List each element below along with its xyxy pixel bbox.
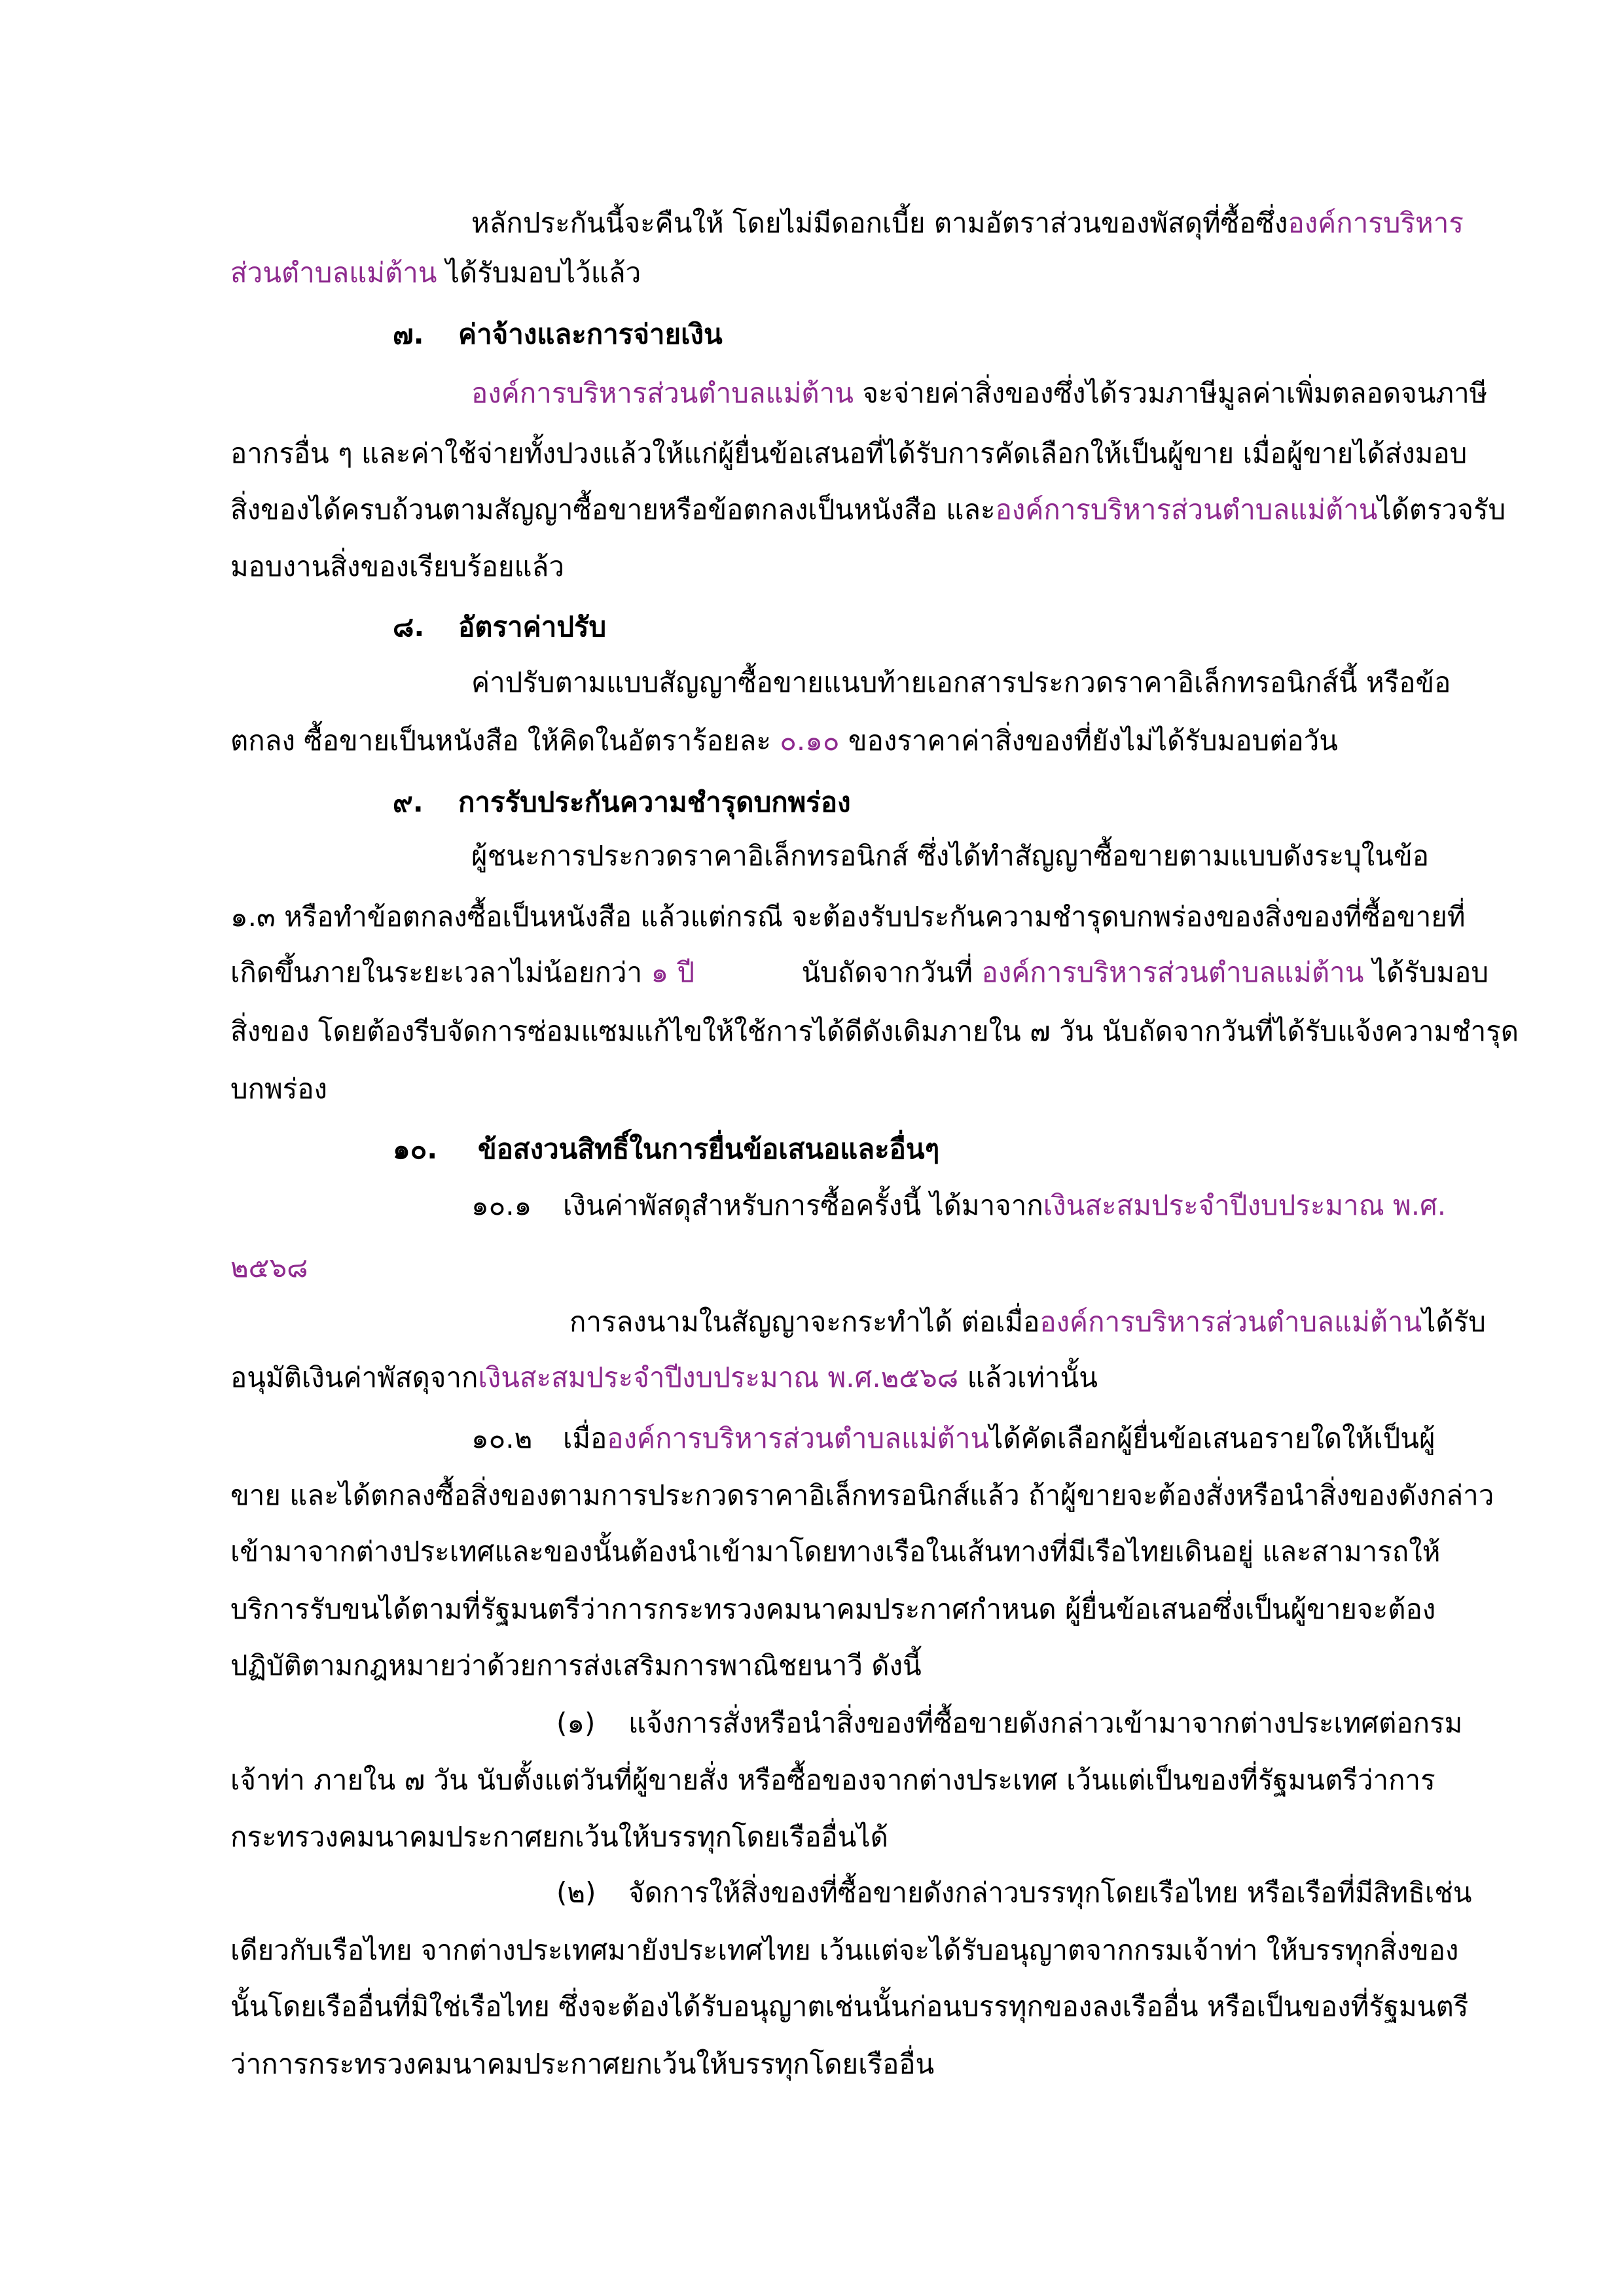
s7-line-2 — [230, 434, 1467, 473]
text: การลงนามในสัญญาจะกระทำได้ ต่อเมื่อ — [569, 1306, 1040, 1338]
section-number: ๙. — [393, 786, 424, 818]
item-2-line-2 — [230, 1931, 1458, 1970]
text: เดียวกับเรือไทย จากต่างประเทศมายังประเทศไทย เว้นแต่จะได้รับอนุญาตจากกรมเจ้าท่า ให้บรรทุกสิ่งของ — [230, 1934, 1459, 1966]
s10-1-line-3 — [569, 1302, 1486, 1342]
s10-1-line-1 — [471, 1186, 1446, 1225]
org-name: องค์การบริหารส่วนตำบลแม่ต้าน — [981, 956, 1364, 988]
s10-2-line-5 — [230, 1646, 922, 1685]
s9-line-3 — [230, 953, 1489, 992]
text: อากรอื่น ๆ และค่าใช้จ่ายทั้งปวงแล้วให้แก่ผู้ยื่นข้อเสนอที่ได้รับการคัดเลือกให้เป็นผู้ขาย เมื่อผู้ขายได้ส่งมอบ — [230, 437, 1468, 469]
text: ค่าปรับตามแบบสัญญาซื้อขายแนบท้ายเอกสารประกวดราคาอิเล็กทรอนิกส์นี้ หรือข้อ — [471, 666, 1451, 698]
text: ได้ตรวจรับ — [1377, 493, 1506, 526]
s6-line-2 — [230, 253, 641, 293]
text: บริการรับขนได้ตามที่รัฐมนตรีว่าการกระทรวงคมนาคมประกาศกำหนด ผู้ยื่นข้อเสนอซึ่งเป็นผู้ขายจะต้อง — [230, 1593, 1436, 1625]
org-name: องค์การบริหารส่วนตำบลแม่ต้าน — [995, 493, 1378, 526]
org-name: องค์การบริหารส่วนตำบลแม่ต้าน — [1039, 1306, 1422, 1338]
item-1-line-3 — [230, 1818, 888, 1857]
section-title: ค่าจ้างและการจ่ายเงิน — [458, 318, 723, 350]
section-7-heading — [393, 315, 723, 354]
text: ตกลง ซื้อขายเป็นหนังสือ ให้คิดในอัตราร้อยละ — [230, 725, 780, 757]
text: ๑.๓ หรือทำข้อตกลงซื้อเป็นหนังสือ แล้วแต่กรณี จะต้องรับประกันความชำรุดบกพร่องของสิ่งของที่ซื้อขายที่ — [230, 901, 1466, 933]
section-title: อัตราค่าปรับ — [458, 611, 607, 643]
text: ได้คัดเลือกผู้ยื่นข้อเสนอรายใดให้เป็นผู้ — [989, 1422, 1435, 1454]
section-10-heading — [393, 1130, 939, 1169]
text: จัดการให้สิ่งของที่ซื้อขายดังกล่าวบรรทุกโดยเรือไทย หรือเรือที่มีสิทธิเช่น — [628, 1876, 1472, 1909]
item-1-line-2 — [230, 1761, 1435, 1800]
text: ได้รับ — [1422, 1306, 1486, 1338]
clause-number: ๑๐.๒ — [471, 1422, 533, 1454]
section-title: ข้อสงวนสิทธิ์ในการยื่นข้อเสนอและอื่นๆ — [478, 1133, 940, 1165]
section-number: ๑๐. — [393, 1133, 438, 1165]
s7-line-4 — [230, 547, 564, 586]
section-title: การรับประกันความชำรุดบกพร่อง — [458, 786, 851, 818]
s10-1-line-2 — [230, 1248, 308, 1287]
s6-line-1 — [471, 204, 1464, 243]
text: เจ้าท่า ภายใน ๗ วัน นับตั้งแต่วันที่ผู้ขายสั่ง หรือซื้อของจากต่างประเทศ เว้นแต่เป็นของที่รัฐมนตรีว่าการ — [230, 1764, 1435, 1796]
text: ว่าการกระทรวงคมนาคมประกาศยกเว้นให้บรรทุกโดยเรืออื่น — [230, 2048, 935, 2080]
penalty-rate: ๐.๑๐ — [780, 725, 840, 757]
item-2-line-1 — [556, 1873, 1471, 1912]
s10-2-line-4 — [230, 1590, 1435, 1629]
text: ได้รับมอบ — [1363, 956, 1489, 988]
s10-1-line-4 — [230, 1358, 1098, 1397]
text: หลักประกันนี้จะคืนให้ โดยไม่มีดอกเบี้ย ตามอัตราส่วนของพัสดุที่ซื้อซึ่ง — [471, 207, 1288, 239]
text: ปฏิบัติตามกฎหมายว่าด้วยการส่งเสริมการพาณิชยนาวี ดังนี้ — [230, 1649, 922, 1681]
item-2-line-4 — [230, 2045, 934, 2084]
item-2-line-3 — [230, 1987, 1468, 2026]
s9-line-5 — [230, 1069, 327, 1109]
text: เงินค่าพัสดุสำหรับการซื้อครั้งนี้ ได้มาจาก — [563, 1189, 1043, 1221]
s10-2-line-3 — [230, 1532, 1440, 1571]
text: แจ้งการสั่งหรือนำสิ่งของที่ซื้อขายดังกล่าวเข้ามาจากต่างประเทศต่อกรม — [628, 1707, 1463, 1739]
text: ขาย และได้ตกลงซื้อสิ่งของตามการประกวดราคาอิเล็กทรอนิกส์แล้ว ถ้าผู้ขายจะต้องสั่งหรือนำสิ่งของดังกล่าว — [230, 1479, 1494, 1511]
text: กระทรวงคมนาคมประกาศยกเว้นให้บรรทุกโดยเรืออื่นได้ — [230, 1821, 888, 1853]
text: บกพร่อง — [230, 1073, 328, 1105]
s10-2-line-1 — [471, 1419, 1435, 1458]
org-name: องค์การบริหารส่วนตำบลแม่ต้าน — [607, 1422, 990, 1454]
s7-line-3 — [230, 490, 1506, 529]
text: ของราคาค่าสิ่งของที่ยังไม่ได้รับมอบต่อวัน — [839, 725, 1339, 757]
section-9-heading — [393, 783, 851, 822]
s9-line-1 — [471, 836, 1429, 876]
text: ผู้ชนะการประกวดราคาอิเล็กทรอนิกส์ ซึ่งได้ทำสัญญาซื้อขายตามแบบดังระบุในข้อ — [471, 840, 1429, 872]
text: แล้วเท่านั้น — [958, 1361, 1098, 1393]
org-name: องค์การบริหารส่วนตำบลแม่ต้าน — [471, 377, 854, 409]
s9-line-2 — [230, 897, 1466, 937]
s8-line-1 — [471, 663, 1451, 702]
s9-line-4 — [230, 1012, 1519, 1051]
budget-year: ๒๕๖๘ — [230, 1251, 308, 1283]
text: สิ่งของ โดยต้องรีบจัดการซ่อมแซมแก้ไขให้ใช้การได้ดีดังเดิมภายใน ๗ วัน นับถัดจากวันที่ได้รับแจ้งความชำรุด — [230, 1015, 1519, 1047]
budget-source: เงินสะสมประจำปีงบประมาณ พ.ศ.๒๕๖๘ — [478, 1361, 959, 1393]
text: เกิดขึ้นภายในระยะเวลาไม่น้อยกว่า — [230, 956, 651, 988]
org-name: องค์การบริหาร — [1288, 207, 1464, 239]
item-1-line-1 — [556, 1704, 1462, 1743]
text: จะจ่ายค่าสิ่งของซึ่งได้รวมภาษีมูลค่าเพิ่มตลอดจนภาษี — [853, 377, 1488, 409]
warranty-period: ๑ ปี — [651, 956, 695, 988]
text: มอบงานสิ่งของเรียบร้อยแล้ว — [230, 550, 564, 583]
item-number: (๒) — [556, 1876, 596, 1909]
section-8-heading — [393, 607, 606, 647]
budget-source: เงินสะสมประจำปีงบประมาณ พ.ศ. — [1043, 1189, 1447, 1221]
text: เมื่อ — [563, 1422, 607, 1454]
text: นับถัดจากวันที่ — [801, 956, 982, 988]
s7-line-1 — [471, 374, 1487, 413]
text: นั้นโดยเรืออื่นที่มิใช่เรือไทย ซึ่งจะต้องได้รับอนุญาตเช่นนั้นก่อนบรรทุกของลงเรืออื่น หรือเป็นของที่รัฐมนตรี — [230, 1990, 1469, 2022]
section-number: ๘. — [393, 611, 425, 643]
section-number: ๗. — [393, 318, 424, 350]
text: อนุมัติเงินค่าพัสดุจาก — [230, 1361, 478, 1393]
s10-2-line-2 — [230, 1476, 1494, 1515]
clause-number: ๑๐.๑ — [471, 1189, 532, 1221]
text: สิ่งของได้ครบถ้วนตามสัญญาซื้อขายหรือข้อตกลงเป็นหนังสือ และ — [230, 493, 996, 526]
org-name: ส่วนตำบลแม่ต้าน — [230, 257, 437, 289]
text: เข้ามาจากต่างประเทศและของนั้นต้องนำเข้ามาโดยทางเรือในเส้นทางที่มีเรือไทยเดินอยู่ และสามารถให้ — [230, 1535, 1441, 1568]
text: ได้รับมอบไว้แล้ว — [437, 257, 641, 289]
s8-line-2 — [230, 721, 1338, 761]
item-number: (๑) — [556, 1707, 596, 1739]
